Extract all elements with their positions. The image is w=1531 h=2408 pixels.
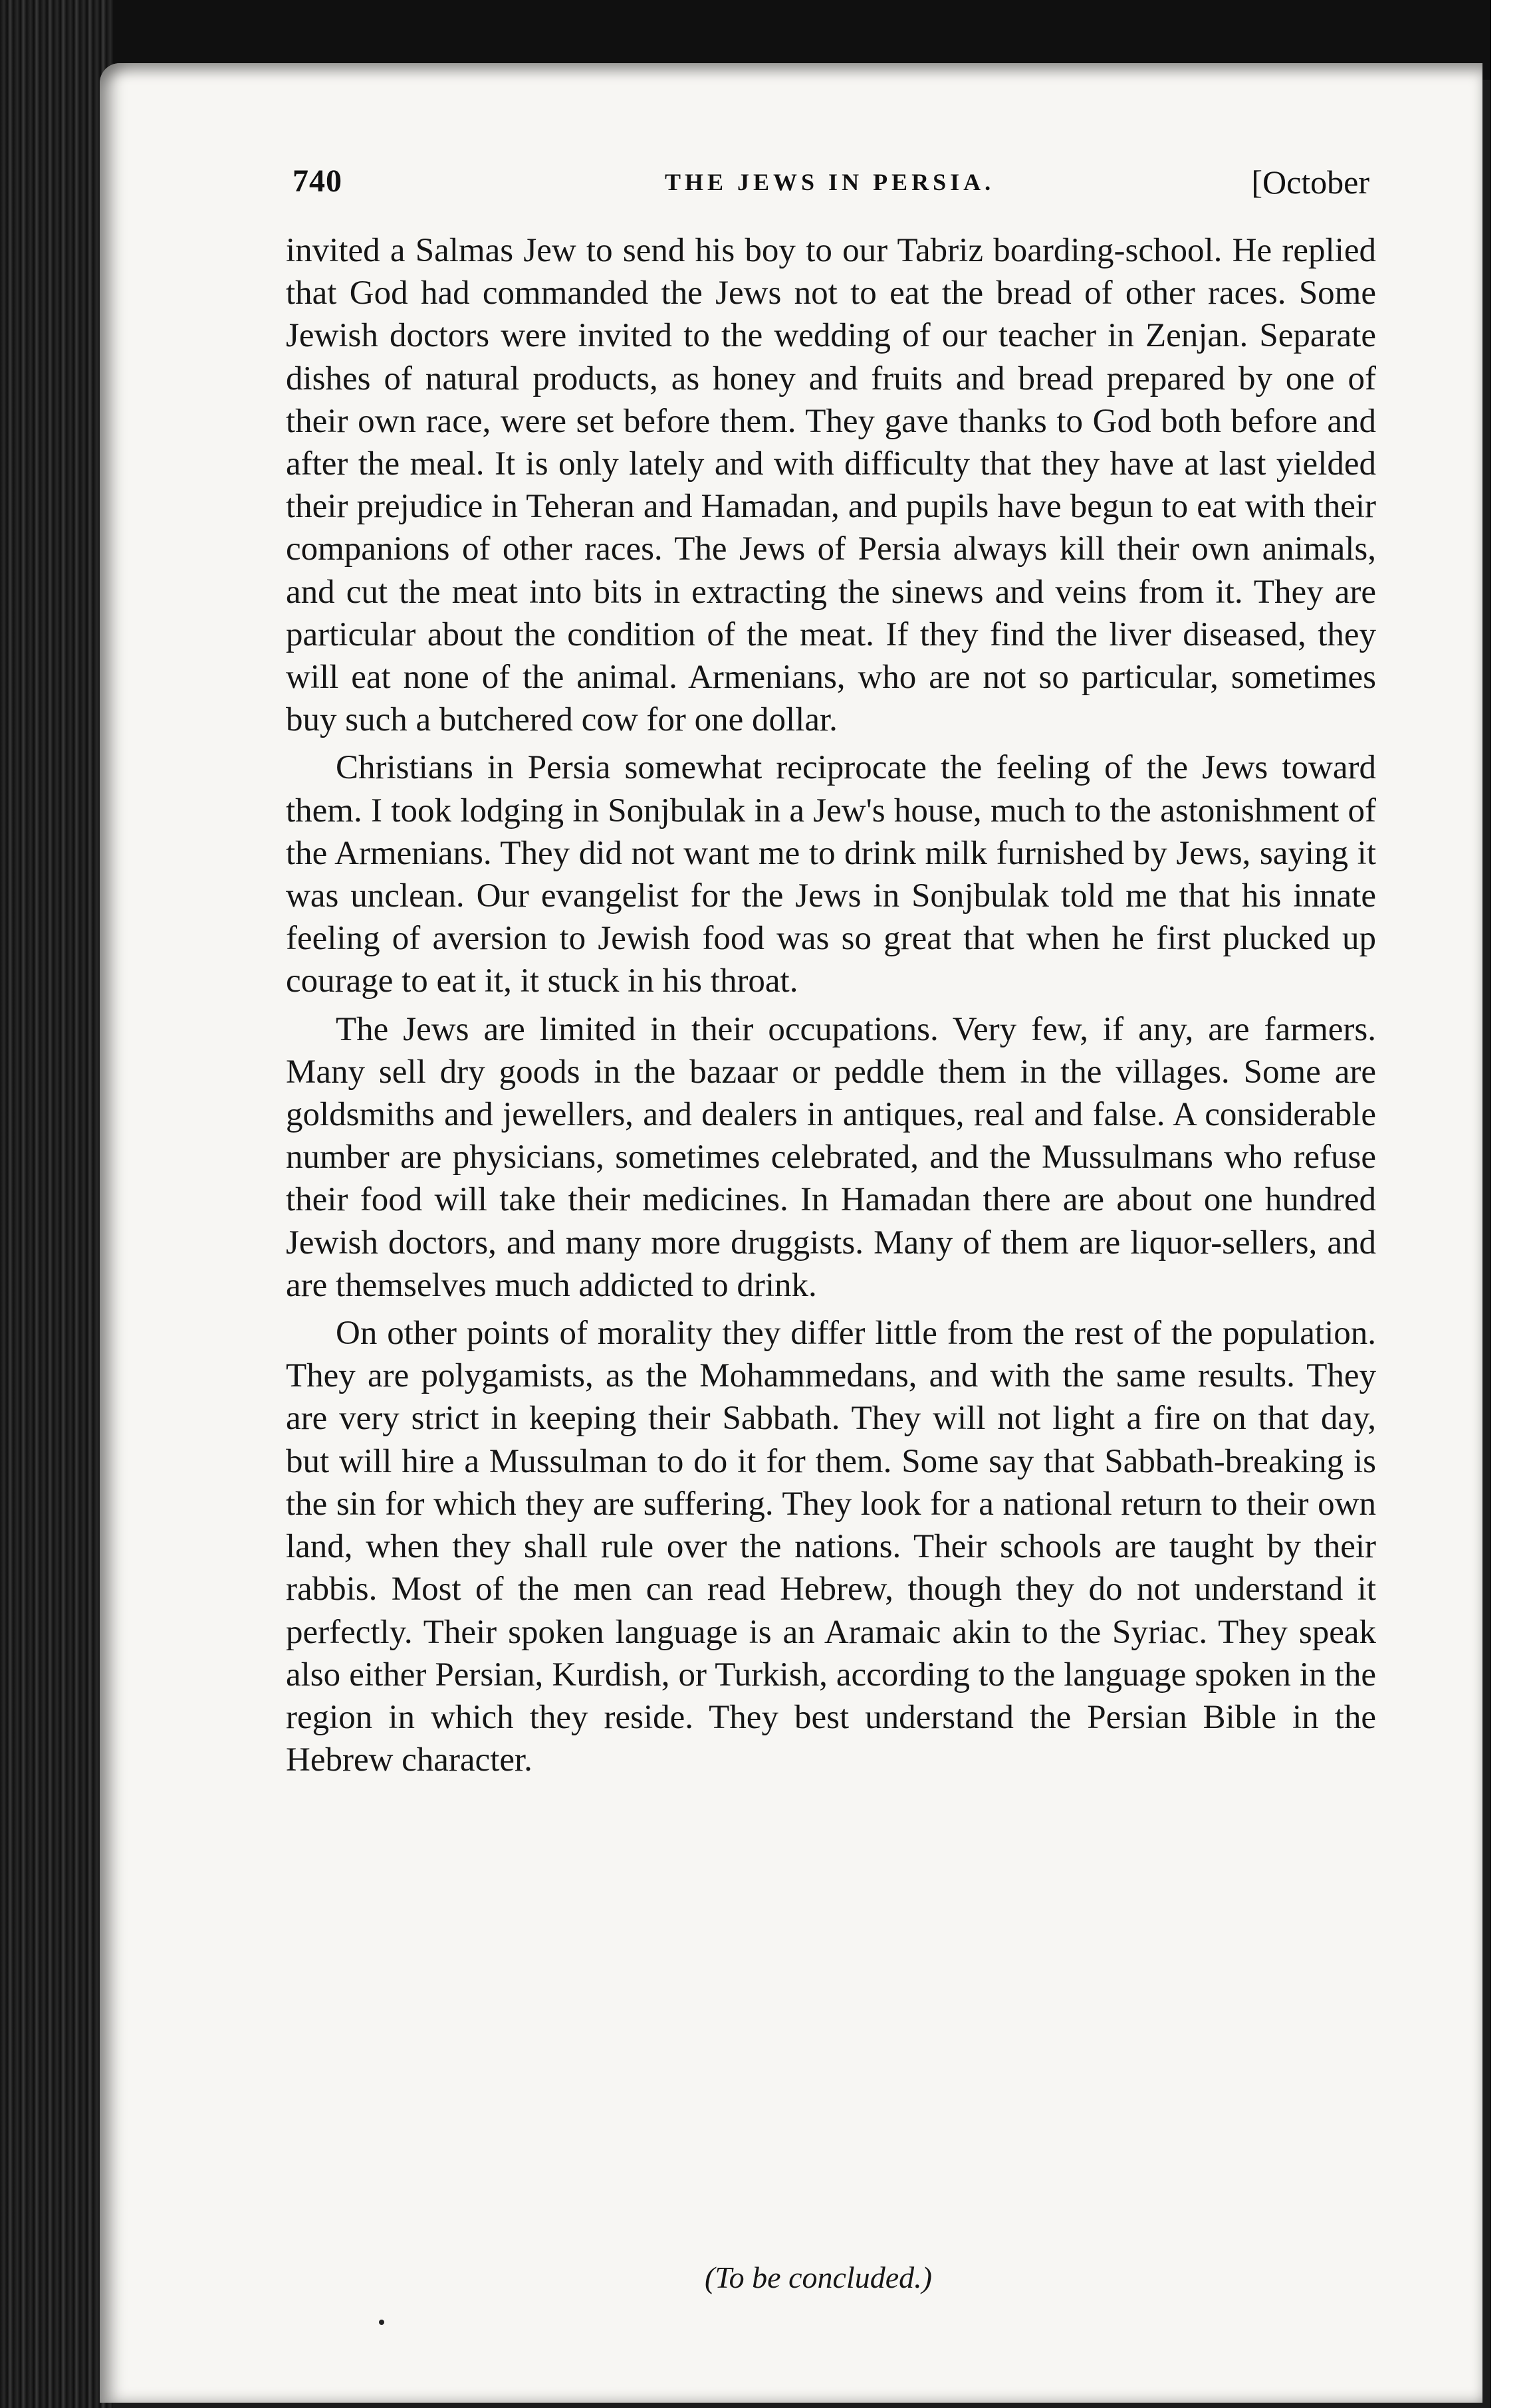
page-number: 740 xyxy=(293,164,342,199)
paragraph-4: On other points of morality they differ little from the rest of the population. They are polygamists, as the Mohammedans, and with the same results. They are very strict in keeping their Sabbath. They will not light a fire on that day, but will hire a Mussulman to do it for them. Some say that Sabbath-breaking is the sin for which they are suffering. They look for a national return to their own land, when they shall rule over the nations. Their schools are taught by their rabbis. Most of the men can read Hebrew, though they do not understand it perfectly. Their spoken language is an Aramaic akin to the Syriac. They speak also either Persian, Kurdish, or Turkish, according to the language spoken in the region in which they reside. They best understand the Persian Bible in the Hebrew character. xyxy=(286,1315,1376,1779)
scan-border-left xyxy=(0,0,113,2408)
scan-margin-right xyxy=(1491,0,1531,2408)
paragraph-3: The Jews are limited in their occupations. Very few, if any, are farmers. Many sell dry goods in the bazaar or peddle them in the villages. Some are goldsmiths and jewellers, and dealers in antiques, real and false. A considerable number are physicians, sometimes celebrated, and the Mussulmans who refuse their food will take their medicines. In Hamadan there are about one hundred Jewish doctors, and many more druggists. Many of them are liquor-sellers, and are themselves much addicted to drink. xyxy=(286,1010,1376,1304)
paragraph-2: Christians in Persia somewhat reciprocate the feeling of the Jews toward them. I took lodging in Sonjbulak in a Jew's house, much to the astonishment of the Armenians. They did not want me to drink milk furnished by Jews, saying it was unclean. Our evangelist for the Jews in Sonjbulak told me that his innate feeling of aversion to Jewish food was so great that when he first plucked up courage to eat it, it stuck in his throat. xyxy=(286,749,1376,1000)
closing-note: (To be concluded.) xyxy=(705,2260,932,2294)
ink-speck xyxy=(379,2320,384,2325)
issue-date: [October xyxy=(1251,164,1369,201)
running-head xyxy=(293,163,1369,209)
running-title: THE JEWS IN PERSIA. xyxy=(665,169,995,195)
body-text xyxy=(286,229,1376,1781)
paragraph-1: invited a Salmas Jew to send his boy to our Tabriz boarding-school. He replied that God had commanded the Jews not to eat the bread of other races. Some Jewish doctors were invited to the wedding of our teacher in Zenjan. Separate dishes of natural products, as honey and fruits and bread prepared by one of their own race, were set before them. They gave thanks to God both before and after the meal. It is only lately and with difficulty that they have at last yielded their prejudice in Teheran and Hamadan, and pupils have begun to eat with their companions of other races. The Jews of Persia always kill their own animals, and cut the meat into bits in extracting the sinews and veins from it. They are particular about the condition of the meat. If they find the liver diseased, they will eat none of the animal. Armenians, who are not so particular, sometimes buy such a butchered cow for one dollar. xyxy=(286,232,1376,739)
